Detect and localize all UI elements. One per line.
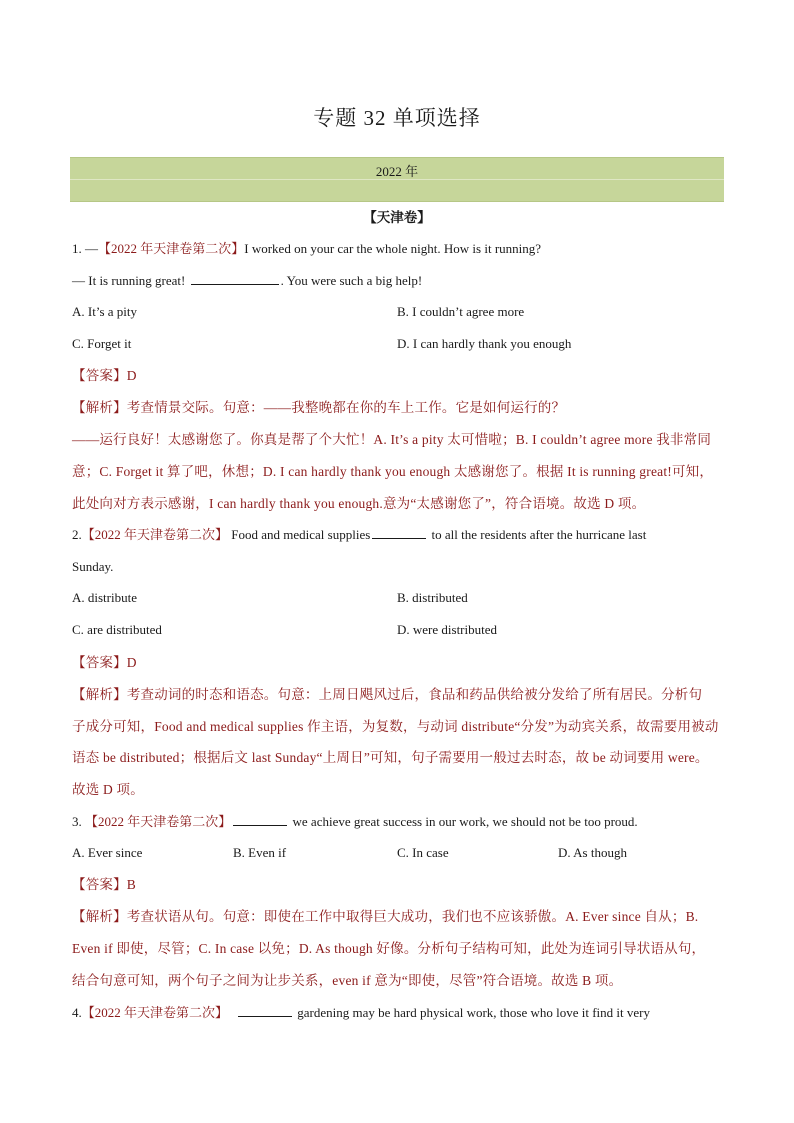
- q3-option-d[interactable]: D. As though: [558, 845, 627, 860]
- q2-answer: 【答案】D: [72, 655, 137, 670]
- q3-source-tag: 【2022 年天津卷第二次】: [85, 814, 232, 829]
- q2-explanation-4: 故选 D 项。: [72, 782, 144, 797]
- q3-explanation-2: Even if 即使，尽管；C. In case 以免；D. As though 好像。分析句子结构可知，此处为连词引导状语从句，: [72, 941, 706, 956]
- q2-option-a[interactable]: A. distribute: [72, 590, 137, 605]
- q3-answer: 【答案】B: [72, 877, 137, 892]
- q3-stem: 3. 【2022 年天津卷第二次】 we achieve great success in our work, we should not be too proud.: [72, 814, 638, 829]
- q2-stem: 2.【2022 年天津卷第二次】 Food and medical supplies to all the residents after the hurricane last: [72, 527, 647, 542]
- section-heading: 【天津卷】: [363, 210, 431, 225]
- q1-answer: 【答案】D: [72, 368, 137, 383]
- q2-option-b[interactable]: B. distributed: [397, 590, 468, 605]
- q2-option-d[interactable]: D. were distributed: [397, 622, 498, 637]
- q2-explanation-2: 子成分可知，Food and medical supplies 作主语，为复数，与动词 distribute“分发”为动宾关系，故需要用被动: [72, 719, 719, 734]
- q3-option-b[interactable]: B. Even if: [233, 845, 287, 860]
- q1-explanation-3: 意；C. Forget it 算了吧，休想；D. I can hardly thank you enough 太感谢您了。根据 It is running great!可知，: [72, 464, 714, 479]
- q1-explanation-4: 此处向对方表示感谢，I can hardly thank you enough.意为“太感谢您了”，符合语境。故选 D 项。: [72, 496, 646, 511]
- q1-stem-line2: — It is running great! . You were such a big help!: [72, 273, 423, 288]
- q3-option-c[interactable]: C. In case: [397, 845, 449, 860]
- page-title: 专题 32 单项选择: [313, 106, 481, 130]
- year-band: [70, 157, 724, 202]
- q3-blank[interactable]: [233, 813, 287, 826]
- q1-source-tag: 【2022 年天津卷第二次】: [98, 241, 245, 256]
- q1-blank[interactable]: [191, 272, 279, 285]
- q4-source-tag: 【2022 年天津卷第二次】: [81, 1005, 229, 1020]
- q1-text: I worked on your car the whole night. How is it running?: [244, 241, 542, 256]
- q4-blank[interactable]: [238, 1004, 292, 1017]
- q4-stem: 4.【2022 年天津卷第二次】 gardening may be hard physical work, those who love it find it very: [72, 1005, 650, 1020]
- q2-option-c[interactable]: C. are distributed: [72, 622, 162, 637]
- q1-option-c[interactable]: C. Forget it: [72, 336, 132, 351]
- q2-source-tag: 【2022 年天津卷第二次】: [81, 527, 229, 542]
- year-label: 2022 年: [375, 164, 419, 179]
- q1-option-d[interactable]: D. I can hardly thank you enough: [397, 336, 572, 351]
- q1-option-a[interactable]: A. It’s a pity: [72, 304, 137, 319]
- band-divider: [70, 179, 724, 180]
- q1-stem: [72, 240, 541, 258]
- q2-explanation-3: 语态 be distributed；根据后文 last Sunday“上周日”可知，句子需要用一般过去时态，故 be 动词要用 were。: [72, 750, 709, 765]
- q1-explanation-2: ——运行良好！太感谢您了。你真是帮了个大忙！A. It’s a pity 太可惜啦；B. I couldn’t agree more 我非常同: [72, 432, 712, 447]
- q2-explanation-1: 【解析】考查动词的时态和语态。句意：上周日飓风过后，食品和药品供给被分发给了所有居民。分析句: [72, 687, 703, 702]
- q2-blank[interactable]: [372, 526, 426, 539]
- q1-explanation-1: 【解析】考查情景交际。句意：——我整晚都在你的车上工作。它是如何运行的？: [72, 400, 566, 415]
- q3-explanation-3: 结合句意可知，两个句子之间为让步关系，even if 意为“即使，尽管”符合语境。故选 B 项。: [72, 973, 623, 988]
- q1-option-b[interactable]: B. I couldn’t agree more: [397, 304, 525, 319]
- q3-explanation-1: 【解析】考查状语从句。句意：即使在工作中取得巨大成功，我们也不应该骄傲。A. Ever since 自从；B.: [72, 909, 699, 924]
- q2-stem-line2: Sunday.: [72, 559, 114, 574]
- q1-number: 1. —: [72, 241, 98, 256]
- q3-option-a[interactable]: A. Ever since: [72, 845, 143, 860]
